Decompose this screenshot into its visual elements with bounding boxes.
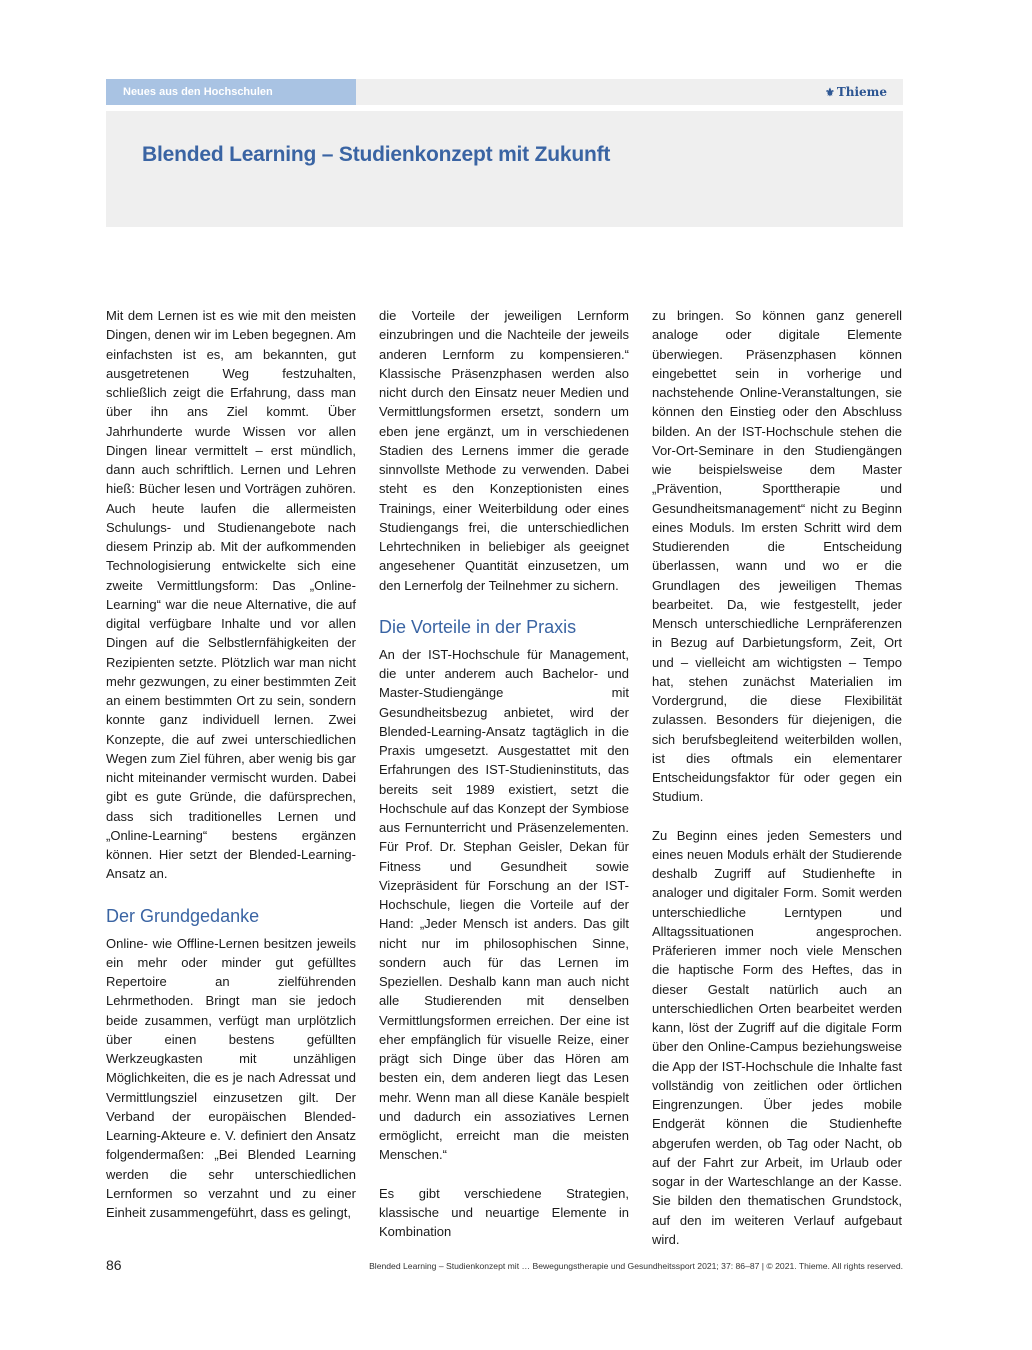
paragraph: Zu Beginn eines jeden Semesters und eines neuen Moduls erhält der Studierende deshalb Zugriff auf Studienhefte in analoger und digitaler Form. Somit werden unterschiedliche Lerntypen und Alltagssituationen angesprochen. Präferieren immer noch viele Menschen die haptische Form des Heftes, das in dieser Gestalt natürlich auch an unterschiedlichen Orten bearbeitet werden kann, löst der Zugriff auf die digitale Form über den Online-Campus beziehungsweise die App der IST-Hochschule die Inhalte fast vollständig von zeitlichen oder örtlichen Eingrenzungen. Über jedes mobile Endgerät können die Studienhefte abgerufen werden, ob Tag oder Nacht, ob auf der Fahrt zur Arbeit, im Urlaub oder sogar in der Warteschlange an der Kasse. Sie bilden den thematischen Grundstock, auf den im weiteren Verlauf aufgebaut wird. [652, 827, 902, 1247]
column-3 [652, 306, 902, 1249]
header-bar [106, 79, 903, 105]
paragraph: Mit dem Lernen ist es wie mit den meisten Dingen, denen wir im Leben begegnen. Am einfachsten ist es, am bekannten, gut ausgetretenen Weg festzuhalten, schließlich zeigt die Erfahrung, dass man über ihn ans Ziel kommt. Über Jahrhunderte wurde Wissen vor allen Dingen linear vermittelt – erst mündlich, dann auch schriftlich. Lernen und Lehren hieß: Bücher lesen und Vorträgen zuhören. Auch heute laufen die allermeisten Schulungs- und Studienangebote nach diesem Prinzip ab. Mit der aufkommenden Technologisierung entwickelte sich eine zweite Vermittlungsform: Das „Online-Learning“ war die neue Alternative, die auf digital verfügbare Inhalte und vor allen Dingen auf die Selbstlernfähigkeiten der Rezipienten setzte. Plötzlich war man nicht mehr gezwungen, zu einer bestimmten Zeit an einem bestimmten Ort zu sein, sondern konnte ganz individuell lernen. Zwei Konzepte, die auf zwei unterschiedlichen Wegen zum Ziel führen, aber wenig bis gar nicht miteinander vermischt wurden. Dabei gibt es gute Gründe, die dafürsprechen, dass sich traditionelles Lernen und „Online-Learning“ bestens ergänzen können. Hier setzt der Blended-Learning-Ansatz an. [106, 308, 356, 882]
paragraph: Es gibt verschiedene Strategien, klassische und neuartige Elemente in Kombination [379, 1185, 629, 1239]
section-heading: Die Vorteile in der Praxis [379, 616, 577, 637]
title-box [106, 111, 903, 227]
citation-footer: Blended Learning – Studienkonzept mit … Bewegungstherapie und Gesundheitssport 2021; 37: 86–87 | © 2021. Thieme. All rights reserved. [369, 1261, 903, 1271]
paragraph: Online- wie Offline-Lernen besitzen jeweils ein mehr oder minder gut gefülltes Repertoire an zielführenden Lehrmethoden. Bringt man sie jedoch beide zusammen, verfügt man urplötzlich über einen bestens gefüllten Werkzeugkasten mit unzähligen Möglichkeiten, die es je nach Adressat und Vermittlungsziel einzusetzen gilt. Der Verband der europäischen Blended-Learning-Akteure e. V. definiert den Ansatz folgendermaßen: „Bei Blended Learning werden die sehr unterschiedlichen Lernformen so verzahnt und zu einer Einheit zusammengeführt, dass es gelingt, [106, 935, 356, 1220]
column-1 [106, 306, 356, 1222]
article-title: Blended Learning – Studienkonzept mit Zukunft [142, 143, 611, 166]
section-heading: Der Grundgedanke [106, 905, 260, 926]
paragraph: die Vorteile der jeweiligen Lernform einzubringen und die Nachteile der jeweils anderen Lernform zu kompensieren.“ Klassische Präsenzphasen werden also nicht durch den Einsatz neuer Medien und Vermittlungsformen ersetzt, sondern um eben jene ergänzt, um in verschiedenen Stadien des Lernens immer die gerade sinnvollste Methode zu verwenden. Dabei steht es den Konzeptionisten eines Trainings, einer Weiterbildung oder eines Studiengangs frei, die unterschiedlichen Lehrtechniken in beliebiger als geeignet angesehener Quantität einzusetzen, um den Lernerfolg der Teilnehmer zu sichern. [379, 308, 629, 593]
thieme-logo-icon: ⚜ [824, 86, 835, 99]
column-2 [379, 306, 629, 1241]
publisher-name: Thieme [836, 85, 887, 99]
page-number: 86 [106, 1257, 122, 1273]
paragraph: An der IST-Hochschule für Management, die unter anderem auch Bachelor- und Master-Studiengänge mit Gesundheitsbezug anbietet, wird der Blended-Learning-Ansatz tagtäglich in die Praxis umgesetzt. Ausgestattet mit den Erfahrungen des IST-Studieninstituts, das bereits seit 1989 existiert, setzt die Hochschule auf das Konzept der Symbiose aus Fernunterricht und Präsenzelementen. Für Prof. Dr. Stephan Geisler, Dekan für Fitness und Gesundheit sowie Vizepräsident für Forschung an der IST-Hochschule, liegen die Vorteile auf der Hand: „Jeder Mensch ist anders. Das gilt nicht nur im philosophischen Sinne, sondern auch für das Lernen im Speziellen. Deshalb kann man auch nicht alle Studierenden mit denselben Vermittlungsformen erreichen. Der eine ist eher empfänglich für visuelle Reize, einer prägt sich Dinge über das Hören am besten ein, dem anderen liegt das Lesen mehr. Wenn man all diese Kanäle bespielt und dadurch ein assoziatives Lernen ermöglicht, erreicht man die meisten Menschen.“ [379, 646, 629, 1163]
section-label: Neues aus den Hochschulen [106, 79, 356, 105]
publisher-logo [825, 79, 887, 105]
paragraph: zu bringen. So können ganz generell analoge oder digitale Elemente überwiegen. Präsenzphasen können eingebettet sein in vorherige und nachstehende Online-Veranstaltungen, sie können den Einstieg oder den Abschluss bilden. An der IST-Hochschule stehen die Vor-Ort-Seminare in den Studiengängen wie beispielsweise dem Master „Prävention, Sporttherapie und Gesundheitsmanagement“ nicht zu Beginn eines Moduls. Im ersten Schritt wird dem Studierenden die Entscheidung überlassen, wann und wo er die Grundlagen des jeweiligen Themas bearbeitet. Da, wie festgestellt, jeder Mensch unterschiedliche Lernpräferenzen in Bezug auf Darbietungsform, Zeit, Ort und – vielleicht am wichtigsten – Tempo hat, stehen zunächst Materialien im Vordergrund, die diese Flexibilität zulassen. Besonders für diejenigen, die sich berufsbegleitend weiterbilden wollen, ist dies oftmals ein elementarer Entscheidungsfaktor für oder gegen ein Studium. [652, 308, 902, 805]
